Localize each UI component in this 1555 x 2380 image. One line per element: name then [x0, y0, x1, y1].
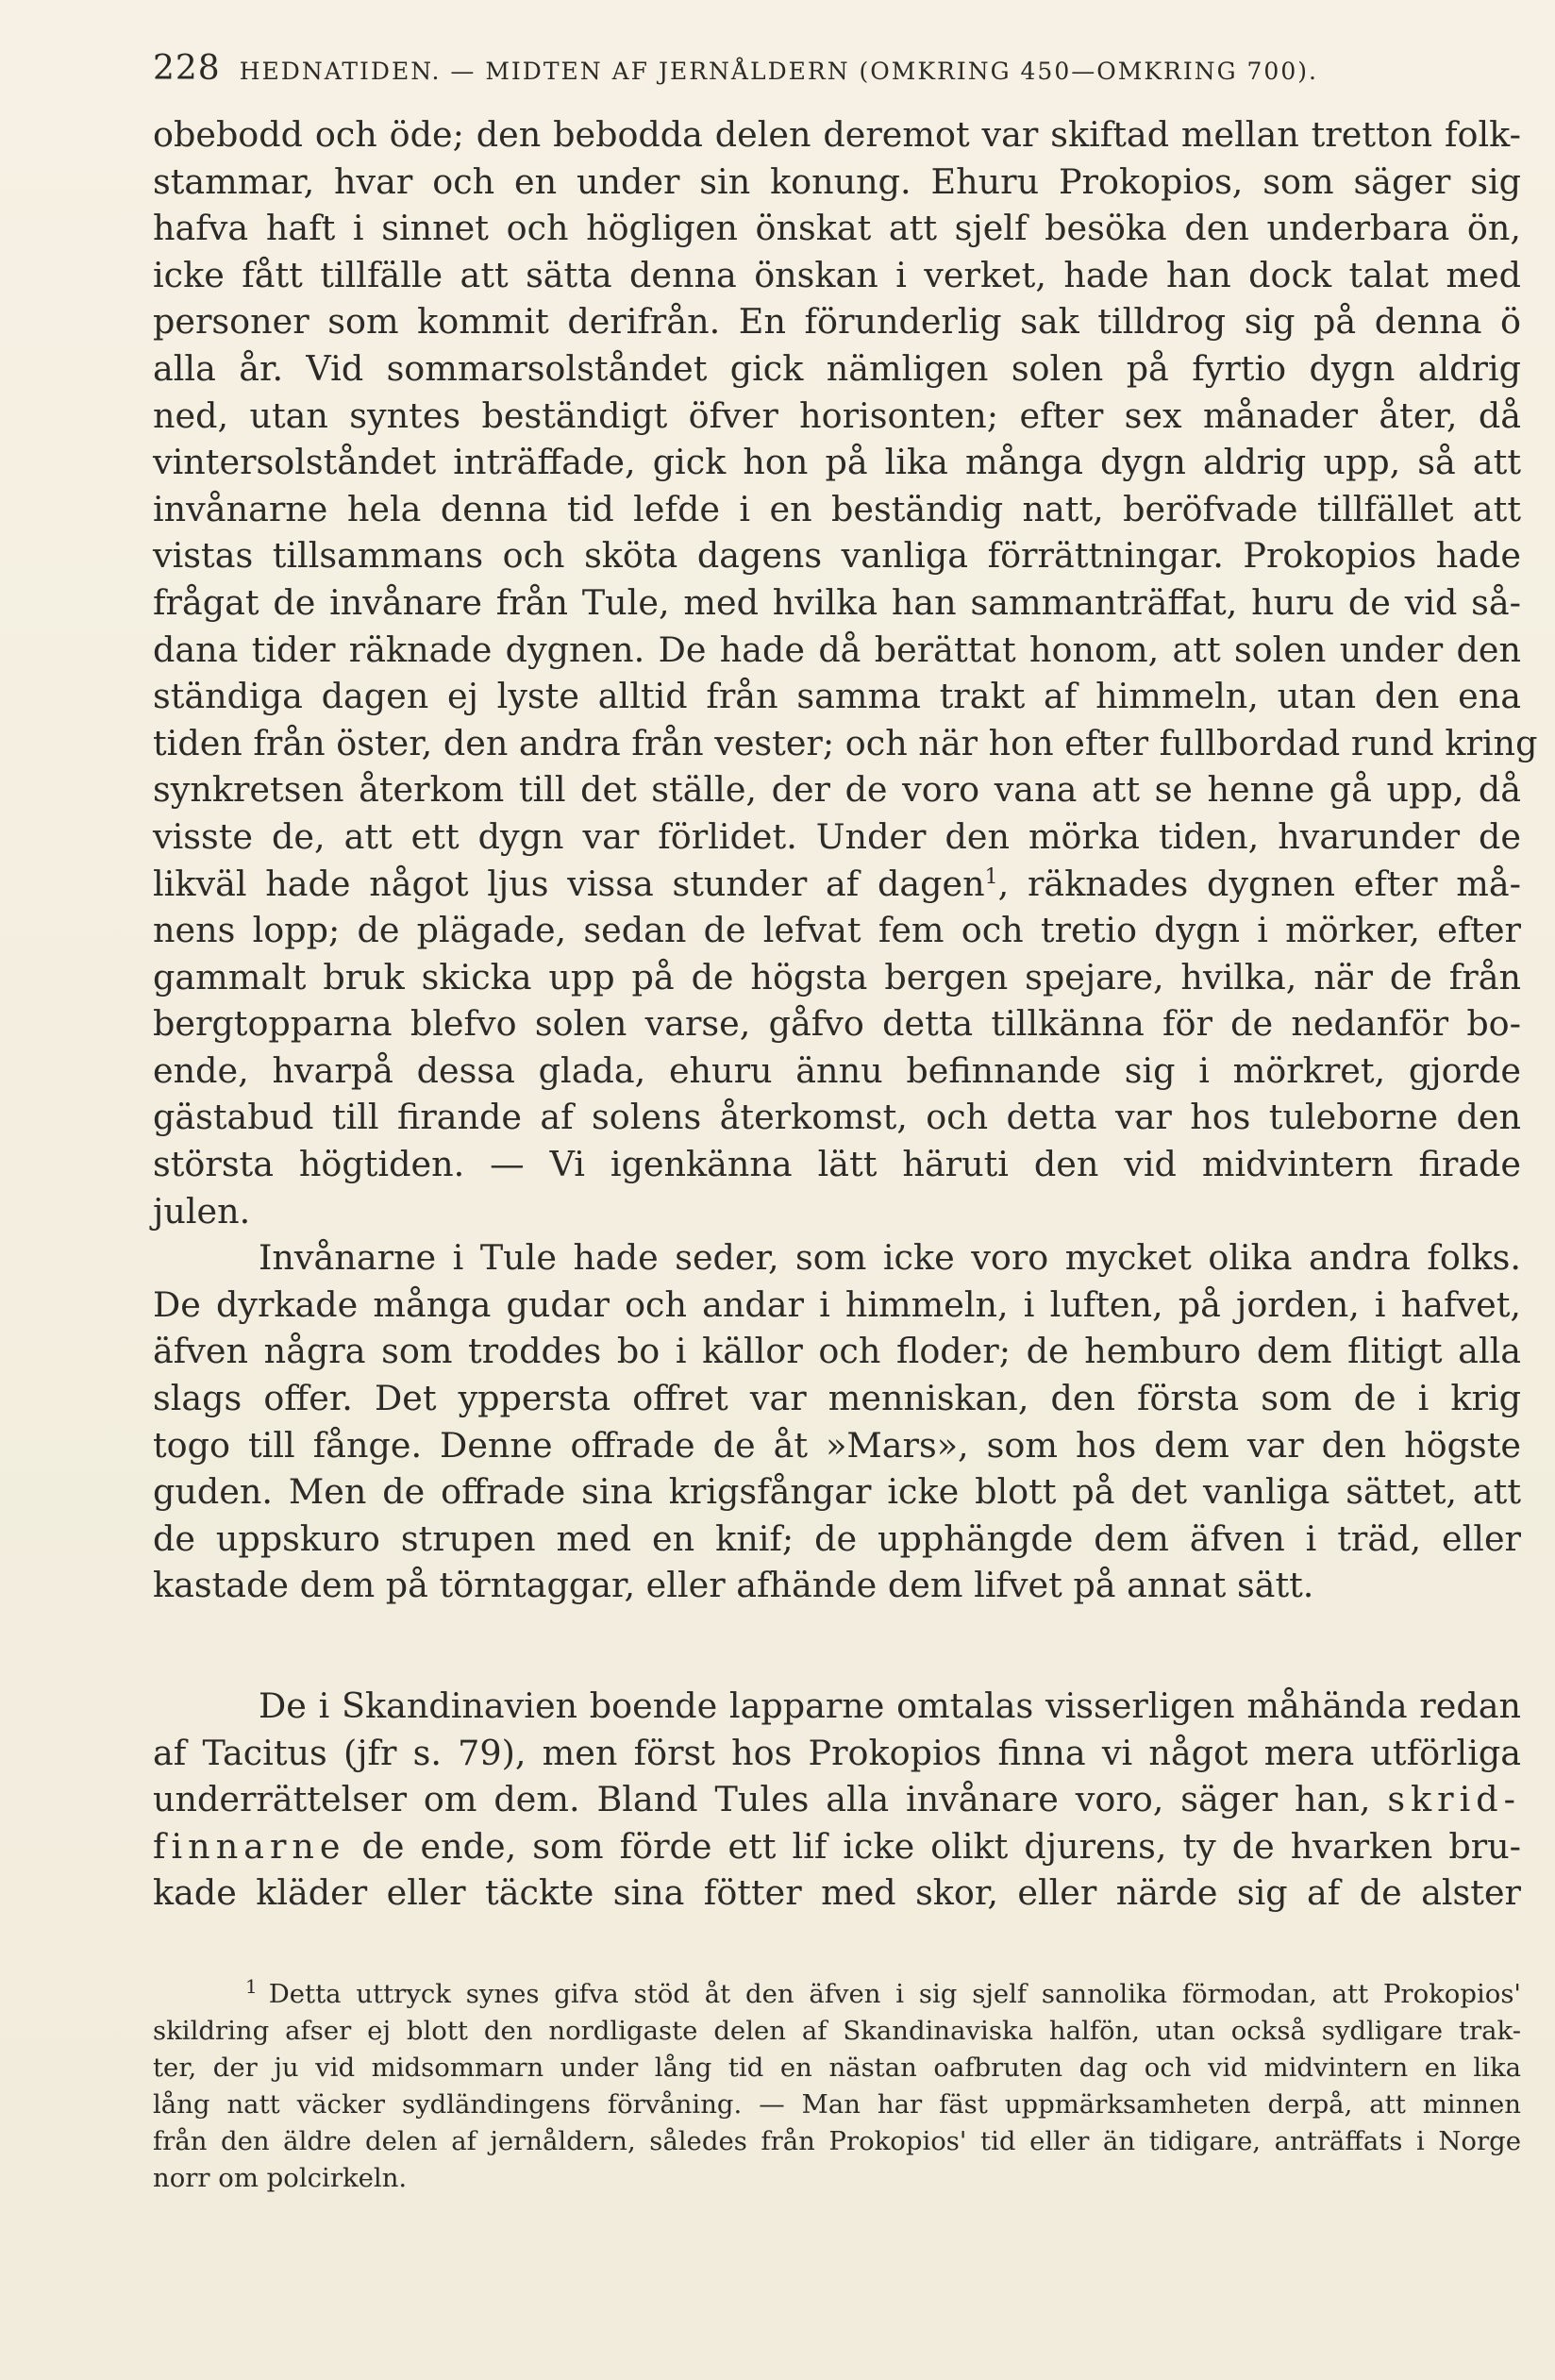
line-start: underrättelser om dem. Bland Tules alla invånare voro, säger han,	[153, 1779, 1371, 1820]
text-line: ned, utan syntes beständigt öfver horisonten; efter sex månader åter, då	[153, 394, 1521, 436]
text-line: kade kläder eller täckte sina fötter med skor, eller närde sig af de alster	[153, 1872, 1521, 1914]
text-line: äfven några som troddes bo i källor och floder; de hemburo dem flitigt alla	[153, 1331, 1521, 1372]
text-line-with-spaced-word	[153, 1776, 1521, 1823]
text-line: icke fått tillfälle att sätta denna önskan i verket, hade han dock talat med	[153, 254, 1521, 295]
footnote-line: skildring afser ej blott den nordligaste delen af Skandinaviska halfön, utan också sydligare trak-	[153, 2016, 1521, 2046]
footnote-line: från den äldre delen af jernåldern, således från Prokopios' tid eller än tidigare, anträffats i Norge	[153, 2126, 1521, 2156]
footnote-line: ter, der ju vid midsommarn under lång tid en nästan oafbruten dag och vid midvintern en lika	[153, 2053, 1521, 2083]
text-line: togo till fånge. Denne offrade de åt »Mars», som hos dem var den högste	[153, 1424, 1521, 1466]
footnote	[153, 1976, 1521, 2197]
footnote-line: norr om polcirkeln.	[153, 2163, 408, 2193]
text-line: De i Skandinavien boende lapparne omtalas visserligen måhända redan	[259, 1685, 1521, 1726]
text-line: vintersolståndet inträffade, gick hon på lika många dygn aldrig upp, så att	[153, 442, 1521, 483]
text-line: frågat de invånare från Tule, med hvilka han sammanträffat, huru de vid så-	[153, 581, 1521, 623]
text-line: de uppskuro strupen med en knif; de upphängde dem äfven i träd, eller	[153, 1517, 1521, 1559]
text-line: tiden från öster, den andra från vester; och när hon efter fullbordad rund kring	[153, 722, 1538, 763]
text-line: visste de, att ett dygn var förlidet. Under den mörka tiden, hvarunder de	[153, 815, 1521, 857]
page-number: 228	[153, 49, 221, 88]
footnote-line	[153, 1976, 1521, 2013]
text-line-with-spaced-word	[153, 1823, 1521, 1870]
text-line: obebodd och öde; den bebodda delen deremot var skiftad mellan tretton folk-	[153, 114, 1521, 155]
text-line: gammalt bruk skicka upp på de högsta bergen spejare, hvilka, när de från	[153, 956, 1521, 997]
line-end: , räknades dygnen efter må-	[997, 863, 1521, 904]
text-line: invånarne hela denna tid lefde i en beständig natt, beröfvade tillfället att	[153, 488, 1521, 529]
footnote-mark: 1	[245, 1974, 258, 1998]
text-line: slags offer. Det yppersta offret var menniskan, den första som de i krig	[153, 1378, 1521, 1419]
text-line: synkretsen återkom till det ställe, der de voro vana att se henne gå upp, då	[153, 769, 1521, 811]
page-header	[153, 49, 1530, 92]
footnote-line: lång natt väcker sydländingens förvåning. — Man har fäst uppmärksamheten derpå, att minnen	[153, 2089, 1521, 2120]
text-line: vistas tillsammans och sköta dagens vanliga förrättningar. Prokopios hade	[153, 535, 1521, 577]
text-line: kastade dem på törntaggar, eller afhände dem lifvet på annat sätt.	[153, 1565, 1314, 1606]
text-line: guden. Men de offrade sina krigsfångar icke blott på det vanliga sättet, att	[153, 1471, 1521, 1513]
footnote-reference[interactable]: 1	[984, 864, 998, 889]
text-line: gästabud till firande af solens återkomst, och detta var hos tuleborne den	[153, 1097, 1521, 1138]
running-title: HEDNATIDEN. — MIDTEN AF JERNÅLDERN (OMKRING 450—OMKRING 700).	[239, 58, 1318, 85]
text-line: största högtiden. — Vi igenkänna lätt häruti den vid midvintern firade	[153, 1144, 1521, 1185]
main-text	[153, 111, 1538, 1609]
text-line: ende, hvarpå dessa glada, ehuru ännu befinnande sig i mörkret, gjorde	[153, 1049, 1521, 1091]
text-line: stammar, hvar och en under sin konung. Ehuru Prokopios, som säger sig	[153, 160, 1521, 202]
text-line: julen.	[153, 1190, 251, 1232]
text-line-with-footnote	[153, 861, 1521, 908]
text-line: ständiga dagen ej lyste alltid från samma trakt af himmeln, utan den ena	[153, 676, 1521, 717]
text-line: af Tacitus (jfr s. 79), men först hos Prokopios finna vi något mera utförliga	[153, 1732, 1521, 1773]
text-line: hafva haft i sinnet och högligen önskat att sjelf besöka den underbara ön,	[153, 208, 1521, 249]
line-start: likväl hade något ljus vissa stunder af dagen	[153, 863, 985, 904]
text-line: Invånarne i Tule hade seder, som icke voro mycket olika andra folks.	[259, 1237, 1521, 1279]
spaced-word: skrid-	[1387, 1779, 1521, 1820]
text-line: dana tider räknade dygnen. De hade då berättat honom, att solen under den	[153, 629, 1521, 670]
footnote-text: Detta uttryck synes gifva stöd åt den äfven i sig sjelf sannolika förmodan, att Prokopios'	[268, 1979, 1521, 2009]
lapp-paragraph	[153, 1683, 1521, 1917]
spaced-word: finnarne	[153, 1825, 346, 1867]
text-line: bergtopparna blefvo solen varse, gåfvo detta tillkänna för de nedanför bo-	[153, 1003, 1521, 1045]
text-line: nens lopp; de plägade, sedan de lefvat fem och tretio dygn i mörker, efter	[153, 910, 1521, 951]
text-line: alla år. Vid sommarsolståndet gick nämligen solen på fyrtio dygn aldrig	[153, 347, 1521, 389]
line-end: de ende, som förde ett lif icke olikt djurens, ty de hvarken bru-	[361, 1825, 1521, 1867]
text-line: De dyrkade många gudar och andar i himmeln, i luften, på jorden, i hafvet,	[153, 1283, 1521, 1325]
text-line: personer som kommit derifrån. En förunderlig sak tilldrog sig på denna ö	[153, 301, 1521, 343]
